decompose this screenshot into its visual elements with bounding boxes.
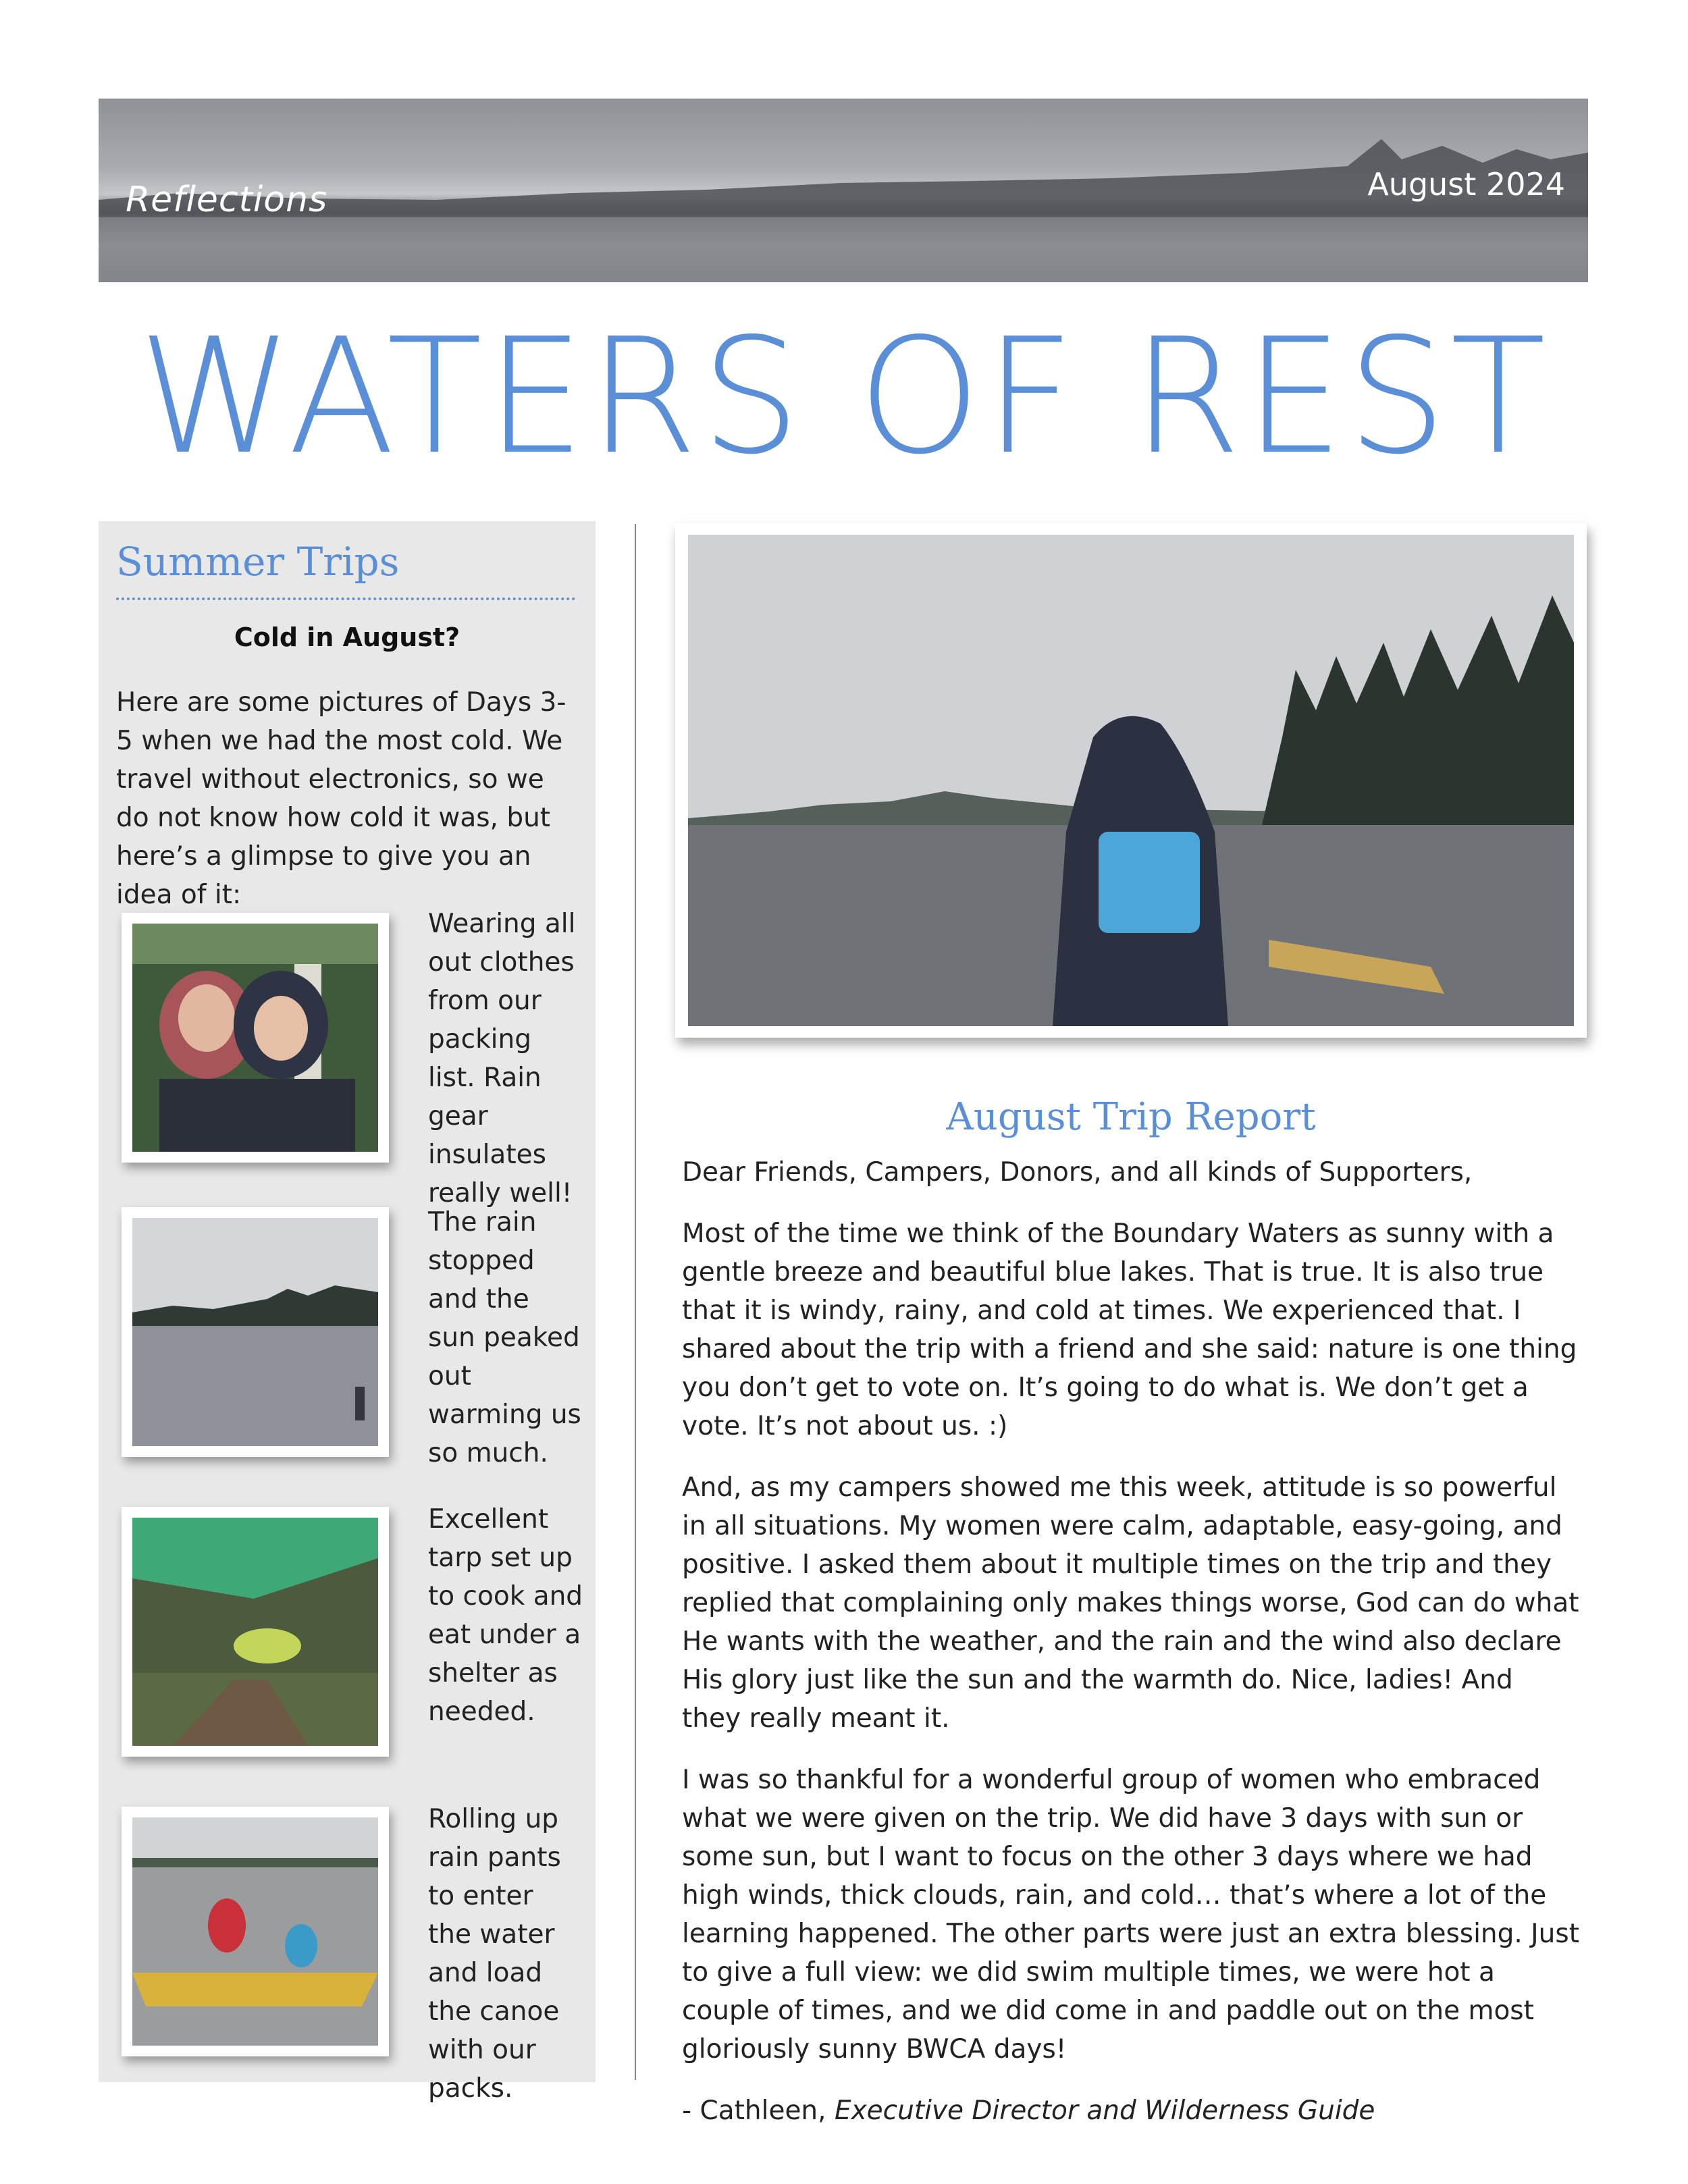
photo-caption-4: Rolling up rain pants to enter the water and load the canoe with our packs. [428, 1804, 561, 2104]
signoff-role: Executive Director and Wilderness Guide [834, 2096, 1375, 2126]
article-paragraph: I was so thankful for a wonderful group of women who embraced what we were given on the trip. We did have 3 days with sun or some sun, but I want to focus on the other 3 days where we had high winds, thick clouds, rain, and cold… that’s where a lot of the learning happened. The other parts were just an extra blessing. Just to give a full view: we did swim multiple times, we were hot a couple of times, and we did come in and paddle out on the most gloriously sunny BWCA days! [682, 1765, 1580, 2065]
article-greeting: Dear Friends, Campers, Donors, and all kinds of Supporters, [682, 1157, 1473, 1188]
sidebar-divider [116, 597, 575, 600]
main-photo-frame [675, 523, 1587, 1038]
masthead-title: WATERS OF REST [138, 304, 1550, 489]
photo-caption-2: The rain stopped and the sun peaked out warming us so much. [428, 1207, 581, 1468]
photo-campers-selfie [122, 913, 389, 1163]
photo-tarp-camp [122, 1507, 389, 1757]
article-body [682, 1153, 1580, 2153]
photo-caption-1: Wearing all out clothes from our packing list. Rain gear insulates really well! [428, 909, 576, 1208]
photo-canoe-loading [122, 1807, 389, 2056]
sidebar-title: Summer Trips [116, 539, 400, 585]
banner-date: August 2024 [1367, 166, 1565, 203]
column-divider [635, 524, 636, 2080]
article-title: August Trip Report [946, 1095, 1316, 1139]
photo-caption-3: Excellent tarp set up to cook and eat under a shelter as needed. [428, 1504, 583, 1727]
article-signoff [682, 2092, 1580, 2130]
article-paragraph: Most of the time we think of the Boundary Waters as sunny with a gentle breeze and beautiful blue lakes. That is true. It is also true that it is windy, rainy, and cold at times. We experienced that. I shared about the trip with a friend and she said: nature is one thing you don’t get to vote on. It’s going to do what is. We don’t get a vote. It’s not about us. :) [682, 1219, 1577, 1441]
sidebar-intro: Here are some pictures of Days 3-5 when we had the most cold. We travel without electronics, so we do not know how cold it was, but here’s a glimpse to give you an idea of it: [116, 687, 566, 910]
photo-lake-sun [122, 1207, 389, 1457]
header-banner [99, 99, 1588, 282]
article-paragraph: And, as my campers showed me this week, attitude is so powerful in all situations. My women were calm, adaptable, easy-going, and positive. I asked them about it multiple times on the trip and they replied that complaining only makes things worse, God can do what He wants with the weather, and the rain and the wind also declare His glory just like the sun and the warmth do. Nice, ladies! And they really meant it. [682, 1472, 1579, 1734]
sidebar [99, 521, 596, 2104]
signoff-name: - Cathleen, [682, 2096, 835, 2126]
banner-left-title: Reflections [126, 180, 328, 220]
main-photo-paddler [688, 535, 1574, 1026]
sidebar-subtitle: Cold in August? [234, 622, 460, 652]
